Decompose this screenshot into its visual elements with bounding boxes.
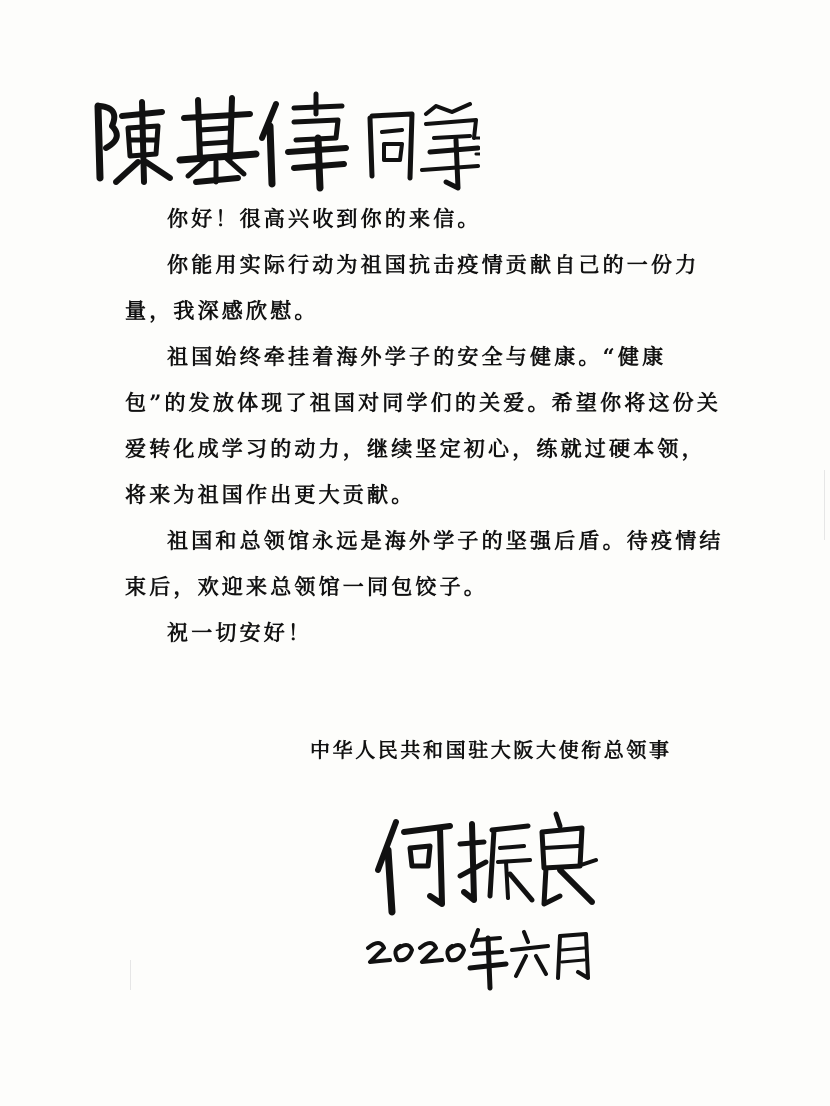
letter-paragraph-health-pack: 祖国始终牵挂着海外学子的安全与健康。“健康包”的发放体现了祖国对同学们的关爱。希望你将这份关爱转化成学习的动力，继续坚定初心，练就过硬本领，将来为祖国作出更大贡献。 bbox=[125, 344, 722, 507]
letter-paragraph-thanks: 你能用实际行动为祖国抗击疫情贡献自己的一份力量，我深感欣慰。 bbox=[125, 252, 700, 323]
sender-title: 中华人民共和国驻大阪大使衔总领事 bbox=[310, 738, 672, 762]
letter-paragraph-closing: 祝一切安好！ bbox=[167, 620, 313, 645]
handwritten-salutation bbox=[80, 78, 480, 198]
letter-paragraph-support: 祖国和总领馆永远是海外学子的坚强后盾。待疫情结束后，欢迎来总领馆一同包饺子。 bbox=[125, 528, 724, 599]
letter-paragraph-greeting: 你好！很高兴收到你的来信。 bbox=[167, 206, 482, 231]
scan-dust-mark bbox=[130, 960, 131, 990]
handwritten-signature bbox=[360, 800, 600, 1000]
letter-body bbox=[125, 196, 725, 656]
scan-edge-mark bbox=[824, 470, 825, 540]
